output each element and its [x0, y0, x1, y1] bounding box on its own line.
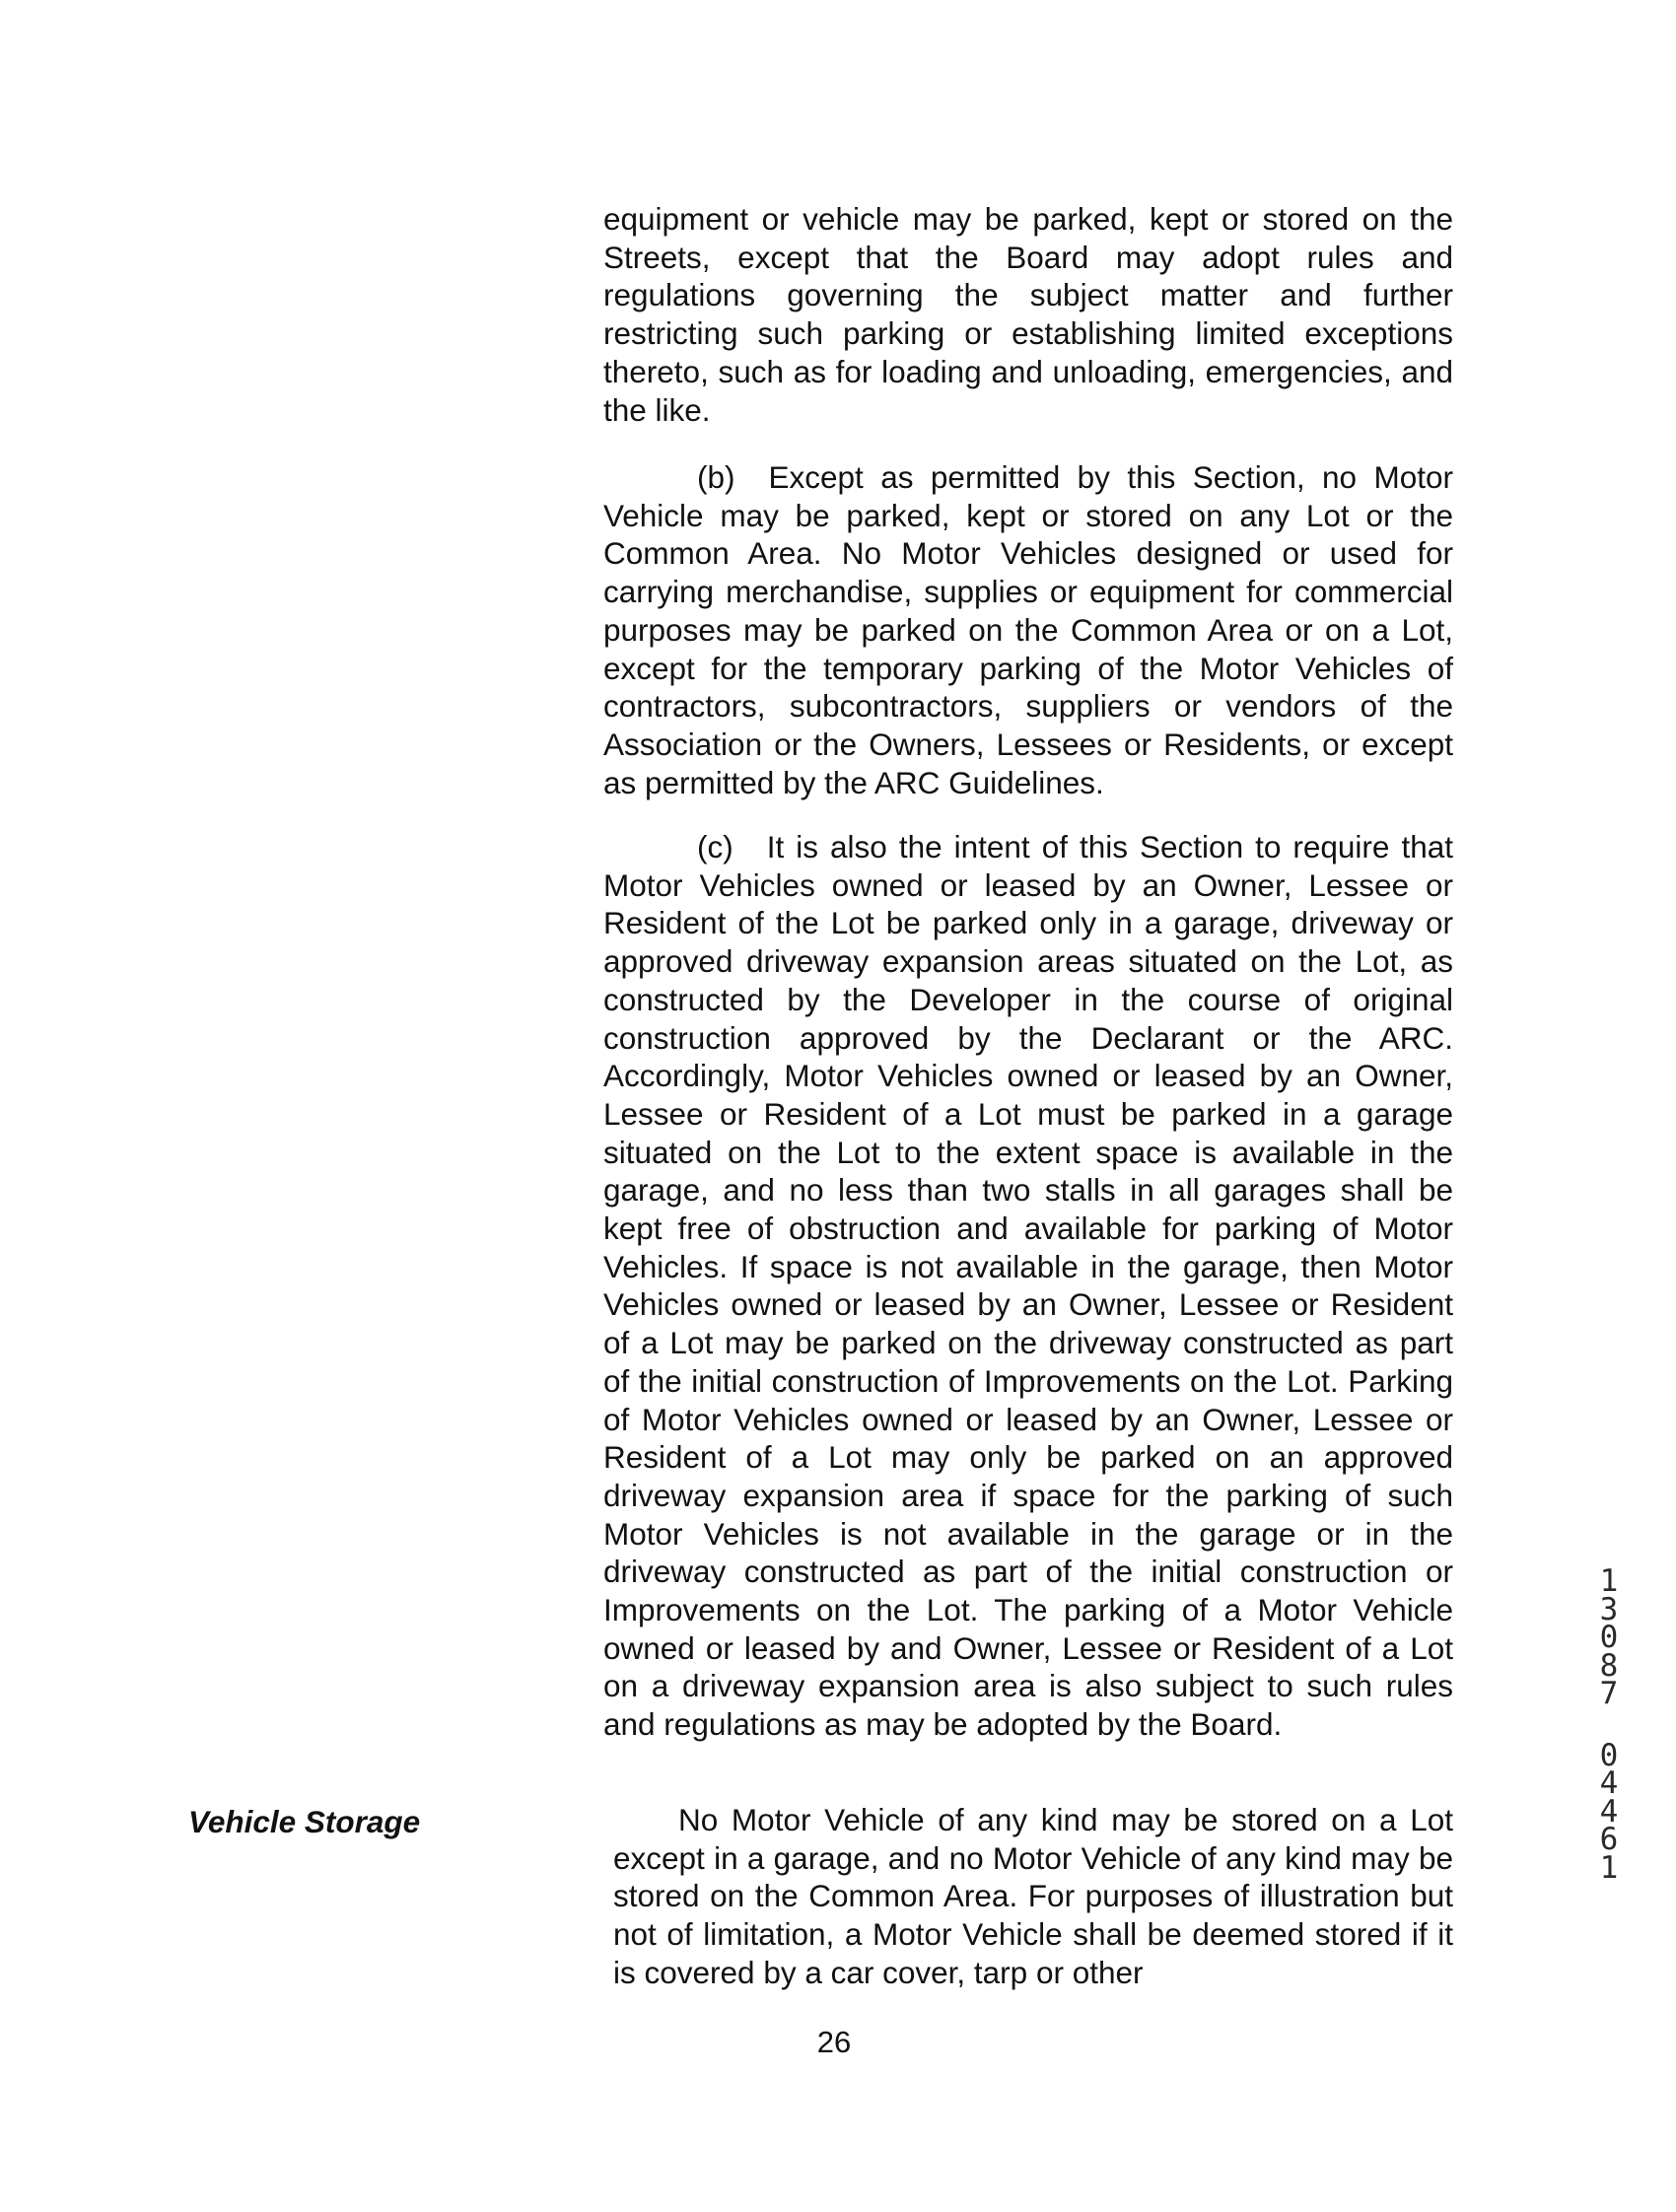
paragraph-vehicle-storage: No Motor Vehicle of any kind may be stored on a Lot except in a garage, and no Motor Vehicle of any kind may be stored on the Common Area. For purposes of illustration but not of limitation, a Motor Vehicle shall be deemed stored if it is covered by a car cover, tarp or other	[613, 1802, 1453, 1990]
paragraph-b-text: Except as permitted by this Section, no Motor Vehicle may be parked, kept or stored on any Lot or the Common Area. No Motor Vehicles designed or used for carrying merchandise, supplies or equipment for commercial purposes may be parked on the Common Area or on a Lot, except for the temporary parking of the Motor Vehicles of contractors, subcontractors, suppliers or vendors of the Association or the Owners, Lessees or Residents, or except as permitted by the ARC Guidelines.	[603, 459, 1453, 800]
page-number: 26	[816, 2025, 852, 2059]
paragraph-c-marker: (c)	[697, 829, 733, 864]
paragraph-continuation: equipment or vehicle may be parked, kept or stored on the Streets, except that the Board may adopt rules and regulations governing the subject matter and further restricting such parking or establishing limited exceptions thereto, such as for loading and unloading, emergencies, and the like.	[603, 201, 1453, 428]
recording-stamp-line2: 0446	[1599, 1737, 1619, 1857]
recording-stamp-line1: 13087	[1599, 1563, 1619, 1711]
recording-stamp-line3: 1	[1599, 1849, 1619, 1886]
vehicle-storage-heading: Vehicle Storage	[188, 1804, 421, 1839]
paragraph-c-text: It is also the intent of this Section to require that Motor Vehicles owned or leased by an Owner, Lessee or Resident of the Lot be parked only in a garage, driveway or approved driveway expansion areas situated on the Lot, as constructed by the Developer in the course of original construction approved by the Declarant or the ARC. Accordingly, Motor Vehicles owned or leased by an Owner, Lessee or Resident of a Lot must be parked in a garage situated on the Lot to the extent space is available in the garage, and no less than two stalls in all garages shall be kept free of obstruction and available for parking of Motor Vehicles. If space is not available in the garage, then Motor Vehicles owned or leased by an Owner, Lessee or Resident of a Lot may be parked on the driveway constructed as part of the initial construction of Improvements on the Lot. Parking of Motor Vehicles owned or leased by an Owner, Lessee or Resident of a Lot may only be parked on an approved driveway expansion area if space for the parking of such Motor Vehicles is not available in the garage or in the driveway constructed as part of the initial construction or Improvements on the Lot. The parking of a Motor Vehicle owned or leased by and Owner, Lessee or Resident of a Lot on a driveway expansion area is also subject to such rules and regulations as may be adopted by the Board.	[603, 829, 1453, 1743]
paragraph-c	[603, 828, 1453, 1744]
paragraph-b	[603, 458, 1453, 801]
paragraph-b-marker: (b)	[697, 459, 735, 495]
recording-stamp	[1591, 1563, 1627, 1886]
